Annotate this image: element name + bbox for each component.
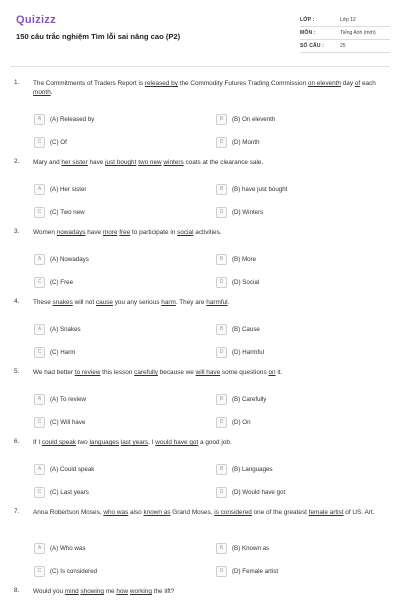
option-letter-box: C	[34, 207, 45, 218]
option-letter-box: D	[216, 417, 227, 428]
option-letter-box: D	[216, 137, 227, 148]
option-text: (A) Snakes	[50, 325, 81, 333]
underlined-phrase: working	[129, 588, 152, 595]
option-text: (A) To review	[50, 395, 86, 403]
question-text-part: you any serious	[112, 299, 162, 306]
question-text-part: Mary and	[33, 159, 62, 166]
meta-label: MÔN :	[300, 30, 316, 36]
option-text: (D) Winters	[232, 208, 264, 216]
meta-table	[300, 14, 390, 53]
answer-option-d[interactable]	[216, 136, 260, 148]
document-title: 150 câu trắc nghiệm Tìm lỗi sai nâng cao (P2)	[16, 32, 181, 41]
answer-option-a[interactable]	[34, 113, 94, 125]
question-number: 1.	[14, 79, 20, 86]
answer-option-d[interactable]	[216, 206, 263, 218]
answer-option-b[interactable]	[216, 542, 269, 554]
question-number: 3.	[14, 228, 20, 235]
underlined-phrase: languages	[89, 439, 119, 446]
header-divider	[10, 66, 390, 67]
question-text-part: because we	[157, 369, 196, 376]
answer-option-a[interactable]	[34, 542, 85, 554]
answer-option-c[interactable]	[34, 416, 85, 428]
underlined-phrase: month	[33, 89, 51, 96]
option-letter-box: A	[34, 114, 45, 125]
option-text: (A) Could speak	[50, 465, 95, 473]
question-text-part: each	[360, 80, 376, 87]
answer-option-d[interactable]	[216, 346, 264, 358]
question-text-part: Anna Robertson Moses,	[33, 509, 104, 516]
question-text-part: of US. Art.	[343, 509, 375, 516]
underlined-phrase: to review	[74, 369, 101, 376]
option-letter-box: B	[216, 324, 227, 335]
option-letter-box: B	[216, 254, 227, 265]
answer-option-a[interactable]	[34, 323, 81, 335]
question-text-part: it.	[275, 369, 283, 376]
option-letter-box: A	[34, 184, 45, 195]
question-text-part: the lift?	[151, 588, 175, 595]
underlined-phrase: known as	[143, 509, 171, 516]
underlined-phrase: her sister	[61, 159, 88, 166]
underlined-phrase: winters	[163, 159, 184, 166]
underlined-phrase: would have got	[155, 439, 199, 446]
question-text-part: this lesson	[100, 369, 135, 376]
option-text: (B) have just bought	[232, 185, 288, 193]
question-text-part: to participate in	[130, 229, 178, 236]
option-text: (C) Is considered	[50, 567, 98, 575]
option-letter-box: C	[34, 566, 45, 577]
option-letter-box: A	[34, 543, 45, 554]
question-text-part: have	[85, 229, 103, 236]
answer-option-b[interactable]	[216, 463, 273, 475]
question-text-part: have	[87, 159, 106, 166]
question-number: 8.	[14, 587, 20, 594]
meta-label: SỐ CÂU :	[300, 43, 325, 49]
option-text: (A) Nowadays	[50, 255, 89, 263]
option-letter-box: C	[34, 347, 45, 358]
question-number: 5.	[14, 368, 20, 375]
option-letter-box: C	[34, 417, 45, 428]
underlined-phrase: on	[268, 369, 276, 376]
option-letter-box: B	[216, 184, 227, 195]
question-text-part: The Commitments of Traders Report is	[33, 80, 145, 87]
answer-option-d[interactable]	[216, 416, 251, 428]
question-text-part: one of the greatest	[251, 509, 309, 516]
underlined-phrase: harmful	[206, 299, 228, 306]
option-text: (C) Free	[50, 278, 74, 286]
underlined-phrase: how	[116, 588, 129, 595]
underlined-phrase: cause	[95, 299, 113, 306]
document-header	[0, 0, 400, 62]
question-number: 4.	[14, 298, 20, 305]
option-text: (B) Languages	[232, 465, 273, 473]
question-text	[33, 298, 383, 307]
answer-option-a[interactable]	[34, 463, 94, 475]
option-letter-box: B	[216, 543, 227, 554]
answer-option-c[interactable]	[34, 206, 85, 218]
question-text	[33, 438, 383, 447]
answer-option-c[interactable]	[34, 486, 89, 498]
option-text: (C) Harm	[50, 348, 76, 356]
underlined-phrase: is considered	[214, 509, 252, 516]
answer-option-b[interactable]	[216, 323, 260, 335]
option-text: (C) Last years	[50, 488, 89, 496]
answer-option-c[interactable]	[34, 565, 97, 577]
answer-option-b[interactable]	[216, 183, 287, 195]
question-text-part: coats at the clearance sale.	[183, 159, 264, 166]
question-text	[33, 587, 383, 596]
option-text: (B) Known as	[232, 544, 270, 552]
option-letter-box: B	[216, 394, 227, 405]
option-letter-box: B	[216, 464, 227, 475]
underlined-phrase: snakes	[52, 299, 73, 306]
question-text-part: day	[340, 80, 355, 87]
option-letter-box: D	[216, 347, 227, 358]
option-text: (B) Cause	[232, 325, 260, 333]
underlined-phrase: on eleventh	[307, 80, 341, 87]
option-text: (C) Of	[50, 138, 67, 146]
meta-label: LỚP :	[300, 17, 315, 23]
question-text-part: me	[103, 588, 117, 595]
underlined-phrase: last years	[120, 439, 149, 446]
answer-option-a[interactable]	[34, 253, 89, 265]
underlined-phrase: could speak	[41, 439, 76, 446]
underlined-phrase: mind	[64, 588, 79, 595]
option-text: (B) Carefully	[232, 395, 267, 403]
meta-row-count	[300, 40, 390, 53]
option-text: (D) Would have got	[232, 488, 286, 496]
underlined-phrase: more	[102, 229, 118, 236]
meta-row-subject	[300, 27, 390, 40]
option-text: (B) On eleventh	[232, 115, 276, 123]
answer-option-b[interactable]	[216, 393, 266, 405]
option-text: (C) Two new	[50, 208, 85, 216]
underlined-phrase: social	[177, 229, 194, 236]
question-text	[33, 158, 383, 167]
underlined-phrase: showing	[80, 588, 104, 595]
question-text-part: .	[227, 299, 230, 306]
question-text	[33, 508, 383, 517]
question-text-part: We had better	[33, 369, 75, 376]
underlined-phrase: who was	[103, 509, 129, 516]
option-letter-box: A	[34, 464, 45, 475]
question-text-part: some questions	[220, 369, 269, 376]
option-letter-box: A	[34, 394, 45, 405]
option-text: (A) Her sister	[50, 185, 87, 193]
underlined-phrase: carefully	[134, 369, 158, 376]
meta-value: Lớp 12	[340, 17, 356, 23]
option-text: (D) Female artist	[232, 567, 279, 575]
underlined-phrase: will have	[195, 369, 221, 376]
question-text-part: Would you	[33, 588, 65, 595]
option-letter-box: D	[216, 277, 227, 288]
option-letter-box: D	[216, 566, 227, 577]
option-letter-box: D	[216, 207, 227, 218]
question-text-part: Grand Moses,	[170, 509, 215, 516]
option-text: (A) Released by	[50, 115, 95, 123]
question-text-part: . They are	[175, 299, 207, 306]
underlined-phrase: harm	[161, 299, 176, 306]
meta-value: Tiếng Anh (mới)	[340, 30, 376, 36]
option-letter-box: B	[216, 114, 227, 125]
answer-option-b[interactable]	[216, 113, 275, 125]
meta-row-class	[300, 14, 390, 27]
answer-option-d[interactable]	[216, 276, 259, 288]
question-number: 2.	[14, 158, 20, 165]
question-text-part: .	[50, 89, 53, 96]
question-number: 6.	[14, 438, 20, 445]
question-text	[33, 228, 383, 237]
answer-option-a[interactable]	[34, 393, 86, 405]
answer-option-c[interactable]	[34, 136, 67, 148]
question-text-part: the Commodity Futures Trading Commission	[177, 80, 308, 87]
underlined-phrase: of	[354, 80, 361, 87]
answer-option-c[interactable]	[34, 346, 75, 358]
underlined-phrase: female artist	[308, 509, 344, 516]
option-letter-box: A	[34, 254, 45, 265]
option-letter-box: D	[216, 487, 227, 498]
option-text: (C) Will have	[50, 418, 86, 426]
underlined-phrase: just bought	[105, 159, 137, 166]
option-text: (D) On	[232, 418, 251, 426]
option-letter-box: C	[34, 137, 45, 148]
question-text-part: a good job.	[198, 439, 232, 446]
question-text-part: will not	[72, 299, 96, 306]
question-text-part: These	[33, 299, 53, 306]
underlined-phrase: nowadays	[56, 229, 86, 236]
question-text-part: activities.	[193, 229, 222, 236]
option-text: (D) Month	[232, 138, 260, 146]
option-letter-box: C	[34, 277, 45, 288]
option-letter-box: C	[34, 487, 45, 498]
question-text-part: If I	[33, 439, 42, 446]
underlined-phrase: released by	[144, 80, 178, 87]
question-text-part: , I	[148, 439, 156, 446]
option-text: (D) Social	[232, 278, 260, 286]
option-text: (D) Harmful	[232, 348, 264, 356]
meta-value: 25	[340, 43, 346, 49]
answer-option-d[interactable]	[216, 565, 278, 577]
question-text-part: two	[76, 439, 90, 446]
option-letter-box: A	[34, 324, 45, 335]
question-text-part: also	[128, 509, 144, 516]
underlined-phrase: two new	[138, 159, 162, 166]
question-text	[33, 79, 383, 97]
question-number: 7.	[14, 508, 20, 515]
underlined-phrase: free	[119, 229, 131, 236]
option-text: (B) More	[232, 255, 257, 263]
quizizz-logo: Quizizz	[16, 14, 56, 26]
answer-option-b[interactable]	[216, 253, 256, 265]
answer-option-c[interactable]	[34, 276, 73, 288]
question-text	[33, 368, 383, 377]
answer-option-d[interactable]	[216, 486, 285, 498]
question-text-part: Women	[33, 229, 57, 236]
answer-option-a[interactable]	[34, 183, 86, 195]
option-text: (A) Who was	[50, 544, 86, 552]
